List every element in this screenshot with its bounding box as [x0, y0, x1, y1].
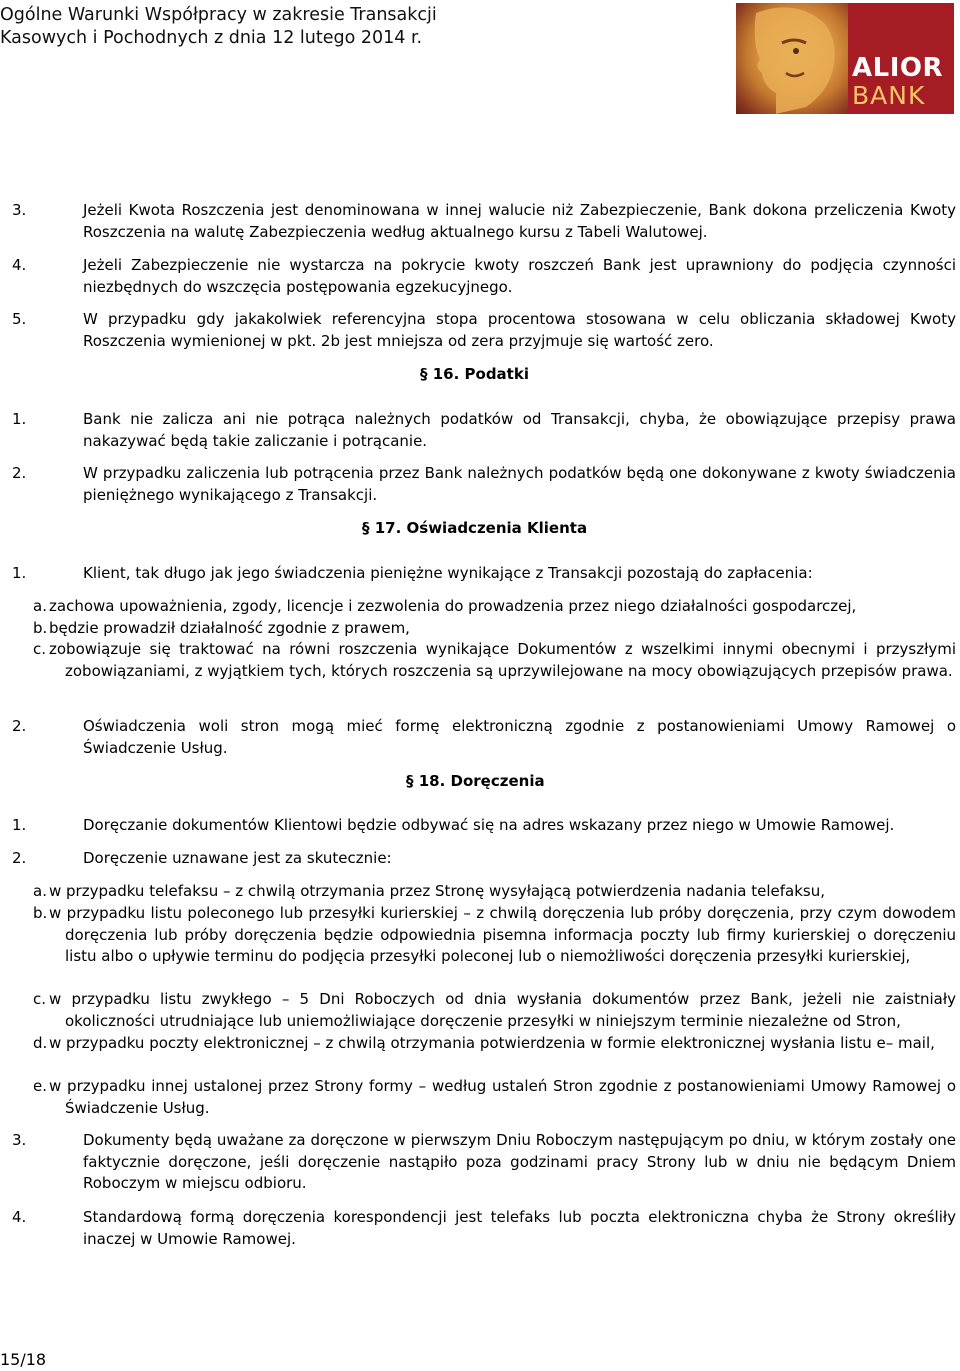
list-item: 2. Doręczenie uznawane jest za skutecznie: [12, 849, 392, 867]
logo-text-alior: ALIOR [852, 53, 943, 83]
list-item: 2. Oświadczenia woli stron mogą mieć formę elektroniczną zgodnie z postanowieniami Umowy Ramowej o Świadczenie Usług. [12, 717, 956, 757]
page-number: 15/18 [0, 1350, 47, 1369]
list-item: 1. Bank nie zalicza ani nie potrąca należnych podatków od Transakcji, chyba, że obowiązujące przepisy prawa nakazywać będą takie zaliczanie i potrącanie. [12, 410, 956, 450]
document-title-line-2: Kasowych i Pochodnych z dnia 12 lutego 2014 r. [0, 28, 423, 48]
sub-list-item: b. będzie prowadził działalność zgodnie z prawem, [33, 619, 410, 637]
list-item: 2. W przypadku zaliczenia lub potrącenia przez Bank należnych podatków będą one dokonywane z kwoty świadczenia pieniężnego wynikającego z Transakcji. [12, 464, 956, 504]
section-heading-17: § 17. Oświadczenia Klienta [362, 519, 588, 537]
list-item: 3. Dokumenty będą uważane za doręczone w pierwszym Dniu Roboczym następującym po dniu, w którym zostały one faktycznie doręczone, jeśli doręczenie nastąpiło poza godzinami pracy Strony lub w dniu nie będącym Dniem Roboczym w miejscu odbioru. [12, 1131, 956, 1193]
list-item: 5. W przypadku gdy jakakolwiek referencyjna stopa procentowa stosowana w celu obliczania składowej Kwoty Roszczenia wymienionej w pkt. 2b jest mniejsza od zera przyjmuje się wartość zero. [12, 310, 956, 350]
sub-list-item: d. w przypadku poczty elektronicznej – z chwilą otrzymania potwierdzenia w formie elektronicznej wysłania listu e– mail, [33, 1034, 935, 1052]
list-item: 1. Doręczanie dokumentów Klientowi będzie odbywać się na adres wskazany przez niego w Umowie Ramowej. [12, 816, 895, 834]
logo-text-bank: BANK [852, 81, 926, 110]
section-heading-16: § 16. Podatki [420, 365, 529, 383]
list-item: 1. Klient, tak długo jak jego świadczenia pieniężne wynikające z Transakcji pozostają do zapłacenia: [12, 564, 813, 582]
document-title-line-1: Ogólne Warunki Współpracy w zakresie Transakcji [0, 5, 437, 25]
sub-list-item: a. w przypadku telefaksu – z chwilą otrzymania przez Stronę wysyłającą potwierdzenia nadania telefaksu, [33, 882, 826, 900]
section-heading-18: § 18. Doręczenia [406, 772, 545, 790]
sub-list-item: e. w przypadku innej ustalonej przez Strony formy – według ustaleń Stron zgodnie z postanowieniami Umowy Ramowej o Świadczenie Usług. [33, 1077, 956, 1117]
list-item: 3. Jeżeli Kwota Roszczenia jest denominowana w innej walucie niż Zabezpieczenie, Bank dokona przeliczenia Kwoty Roszczenia na walutę Zabezpieczenia według aktualnego kursu z Tabeli Walutowej. [12, 201, 956, 241]
list-item: 4. Standardową formą doręczenia korespondencji jest telefaks lub poczta elektroniczna chyba że Strony określiły inaczej w Umowie Ramowej. [12, 1208, 956, 1248]
sub-list-item: c. w przypadku listu zwykłego – 5 Dni Roboczych od dnia wysłania dokumentów przez Bank, jeżeli nie zaistniały okoliczności utrudniające lub uniemożliwiające doręczenie przesyłki w niniejszym terminie niezależne od Stron, [33, 990, 956, 1030]
sub-list-item: a. zachowa upoważnienia, zgody, licencje i zezwolenia do prowadzenia przez niego działalności gospodarczej, [33, 597, 857, 615]
sub-list-item: c. zobowiązuje się traktować na równi roszczenia wynikające Dokumentów z wszelkimi innymi obecnymi i przyszłymi zobowiązaniami, z wyjątkiem tych, których roszczenia są uprzywilejowane na mocy obowiązujących przepisów prawa. [33, 640, 956, 680]
list-item: 4. Jeżeli Zabezpieczenie nie wystarcza na pokrycie kwoty roszczeń Bank jest uprawniony do podjęcia czynności niezbędnych do wszczęcia postępowania egzekucyjnego. [12, 256, 956, 296]
sub-list-item: b. w przypadku listu poleconego lub przesyłki kurierskiej – z chwilą doręczenia lub próby doręczenia, przy czym dowodem doręczenia lub próby doręczenia będzie odpowiednia pisemna informacja poczty lub firmy kurierskiej o doręczeniu listu albo o upływie terminu do podjęcia przesyłki poleconej lub o niemożliwości doręczenia przesyłki kurierskiej, [33, 904, 956, 966]
